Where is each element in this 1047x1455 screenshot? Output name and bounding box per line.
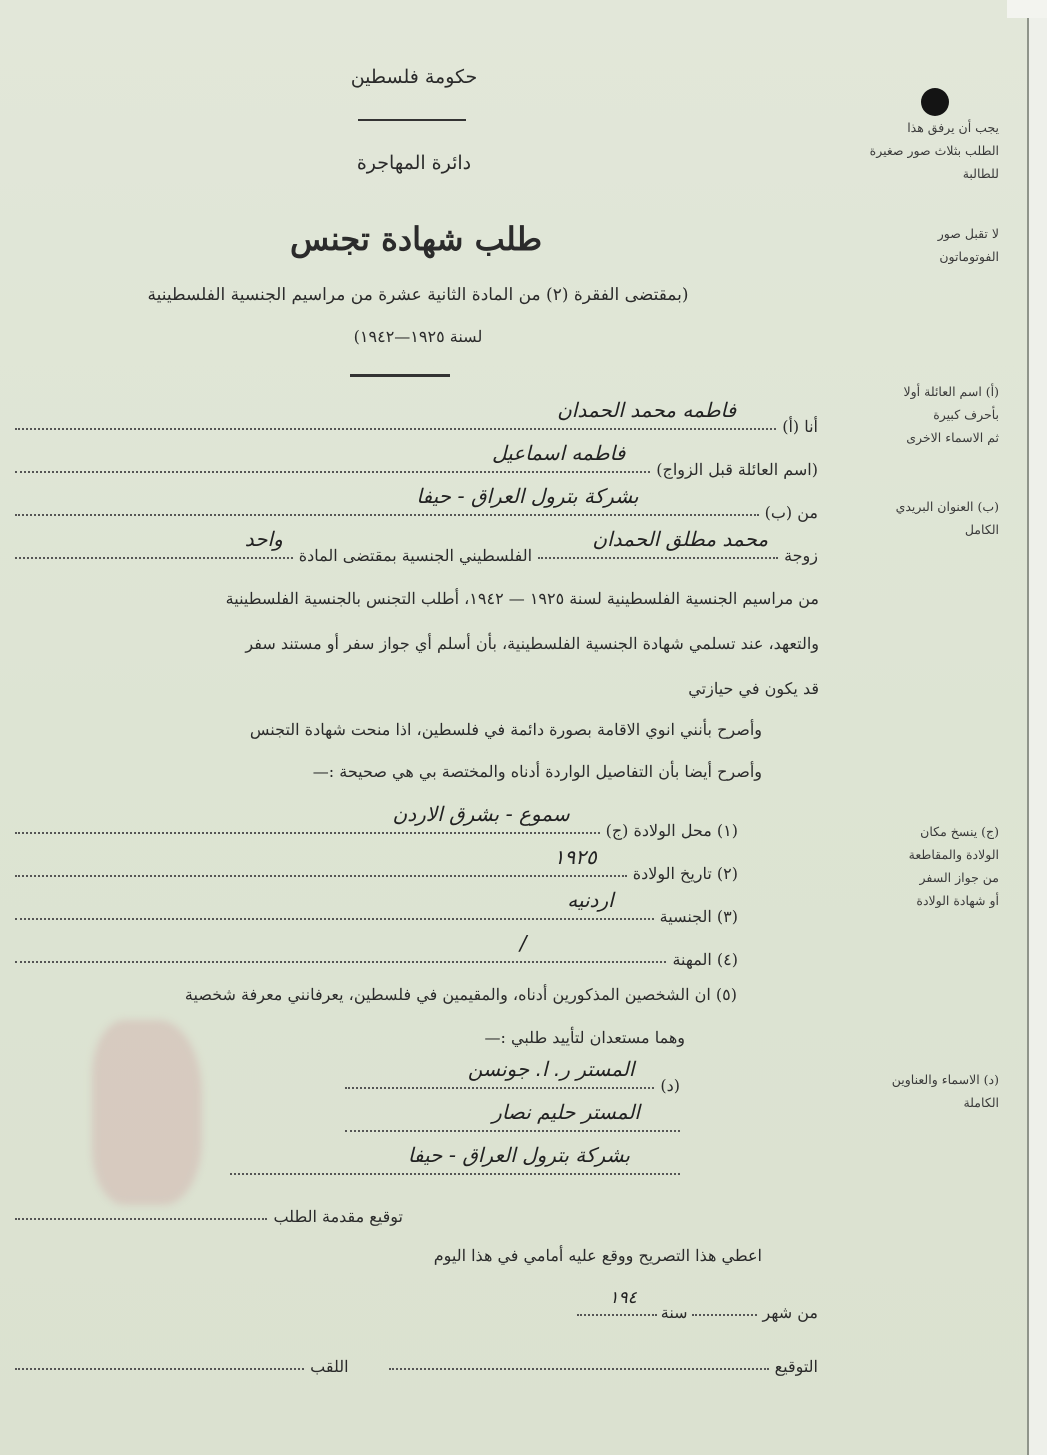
sidebar-note-b: (ب) العنوان البريدي الكامل	[895, 499, 999, 537]
year-label: سنة	[660, 1303, 688, 1322]
sidebar-note-c: (ج) ينسخ مكان الولادة والمقاطعة من جواز السفر أو شهادة الولادة	[908, 824, 999, 908]
address-label: من (ب)	[764, 503, 818, 522]
husband-field[interactable]	[538, 527, 778, 559]
signature-field[interactable]	[389, 1368, 769, 1370]
title-divider	[350, 374, 450, 377]
name-field[interactable]	[15, 398, 776, 430]
name-value: فاطمه محمد الحمدان	[557, 398, 737, 422]
occupation-label: (٤) المهنة	[672, 950, 738, 969]
referee-1-value: المستر ر. ا. جونسن	[467, 1057, 635, 1081]
nationality-value: اردنيه	[567, 888, 614, 912]
referee-address-field[interactable]	[230, 1143, 680, 1175]
husband-row	[15, 527, 818, 565]
husband-label: زوجة	[784, 546, 818, 565]
stamp-stain	[92, 1020, 202, 1205]
referee-address-row	[230, 1143, 680, 1181]
nationality-row	[15, 888, 818, 926]
sidebar-note-d: (د) الاسماء والعناوين الكاملة	[891, 1072, 999, 1110]
address-row	[15, 484, 818, 522]
referees-label: (د)	[660, 1076, 680, 1095]
punch-hole	[921, 88, 949, 116]
form-subtitle: (بمقتضى الفقرة (٢) من المادة الثانية عشرة من مراسيم الجنسية الفلسطينية	[147, 285, 689, 305]
department-name: دائرة المهاجرة	[356, 152, 472, 174]
birthplace-value: سموع - بشرق الاردن	[392, 802, 570, 826]
maiden-name-value: فاطمه اسماعيل	[491, 441, 626, 465]
referee-address-value: بشركة بترول العراق - حيفا	[407, 1143, 630, 1167]
signature-label: التوقيع	[774, 1357, 818, 1376]
birthplace-label: (١) محل الولادة (ج)	[605, 821, 738, 840]
address-field[interactable]	[15, 484, 759, 516]
husband-value: محمد مطلق الحمدان	[592, 527, 769, 551]
declaration-witness: اعطي هذا التصريح ووقع عليه أمامي في هذا اليوم	[433, 1246, 762, 1265]
maiden-name-label: (اسم العائلة قبل الزواج)	[656, 460, 818, 479]
birthdate-label: (٢) تاريخ الولادة	[632, 864, 738, 883]
birthdate-value: ١٩٢٥	[553, 845, 597, 869]
applicant-signature-field[interactable]	[15, 1218, 267, 1220]
government-header: حكومة فلسطين	[350, 66, 478, 88]
page-corner	[1007, 0, 1047, 18]
nationality-field[interactable]	[15, 888, 654, 920]
referee-1-field[interactable]	[345, 1057, 654, 1089]
paragraph-line-2: والتعهد، عند تسلمي شهادة الجنسية الفلسطينية، بأن أسلم أي جواز سفر أو مستند سفر	[245, 634, 819, 653]
signature-row	[15, 1344, 818, 1376]
birthplace-row	[15, 802, 818, 840]
form-subtitle-years: لسنة ١٩٢٥—١٩٤٢)	[353, 327, 483, 346]
applicant-signature-row	[15, 1194, 403, 1226]
title-label: اللقب	[310, 1357, 349, 1376]
date-row	[15, 1290, 818, 1322]
referee-2-row	[345, 1100, 680, 1138]
referees-statement-line-2: وهما مستعدان لتأييد طلبي :—	[484, 1028, 685, 1047]
occupation-value: /	[519, 931, 527, 955]
occupation-field[interactable]	[15, 931, 666, 963]
page-edge	[1027, 0, 1047, 1455]
referee-2-field[interactable]	[345, 1100, 680, 1132]
form-title: طلب شهادة تجنس	[289, 220, 543, 258]
occupation-row	[15, 931, 818, 969]
paragraph-line-1: من مراسيم الجنسية الفلسطينية لسنة ١٩٢٥ — ١٩٤٢، أطلب التجنس بالجنسية الفلسطينية	[225, 589, 819, 608]
referees-statement-line-1: (٥) ان الشخصين المذكورين أدناه، والمقيمين في فلسطين، يعرفانني معرفة شخصية	[184, 985, 737, 1004]
birthdate-row	[15, 845, 818, 883]
applicant-signature-label: توقيع مقدمة الطلب	[273, 1207, 403, 1226]
header-divider	[358, 119, 466, 121]
year-value: ١٩٤	[609, 1288, 637, 1308]
maiden-name-field[interactable]	[15, 441, 650, 473]
paragraph-line-3: قد يكون في حيازتي	[688, 679, 819, 698]
title-field[interactable]	[15, 1368, 304, 1370]
name-label: أنا (أ)	[782, 417, 818, 436]
year-field[interactable]	[577, 1288, 657, 1316]
sidebar-note-a: (أ) اسم العائلة أولا بأحرف كبيرة ثم الاسماء الاخرى	[903, 384, 999, 445]
referee-2-value: المستر حليم نصار	[492, 1100, 640, 1124]
article-value: واحد	[244, 527, 283, 551]
sidebar-note-photos: يجب أن يرفق هذا الطلب بثلاث صور صغيرة للطالبة	[869, 120, 999, 181]
maiden-name-row	[15, 441, 818, 479]
nationality-label: (٣) الجنسية	[659, 907, 738, 926]
sidebar-note-photomaton: لا تقبل صور الفوتوماتون	[937, 226, 999, 264]
month-label: من شهر	[762, 1303, 818, 1322]
address-value: بشركة بترول العراق - حيفا	[416, 484, 639, 508]
details-declaration: وأصرح أيضا بأن التفاصيل الواردة أدناه والمختصة بي هي صحيحة :—	[312, 762, 762, 781]
residence-declaration: وأصرح بأنني انوي الاقامة بصورة دائمة في فلسطين، اذا منحت شهادة التجنس	[249, 720, 762, 739]
month-field[interactable]	[692, 1314, 757, 1316]
husband-nationality-text: الفلسطيني الجنسية بمقتضى المادة	[298, 546, 533, 565]
referee-1-row	[345, 1057, 680, 1095]
birthdate-field[interactable]	[15, 845, 627, 877]
article-field[interactable]	[15, 527, 293, 559]
birthplace-field[interactable]	[15, 802, 600, 834]
name-row	[15, 398, 818, 436]
